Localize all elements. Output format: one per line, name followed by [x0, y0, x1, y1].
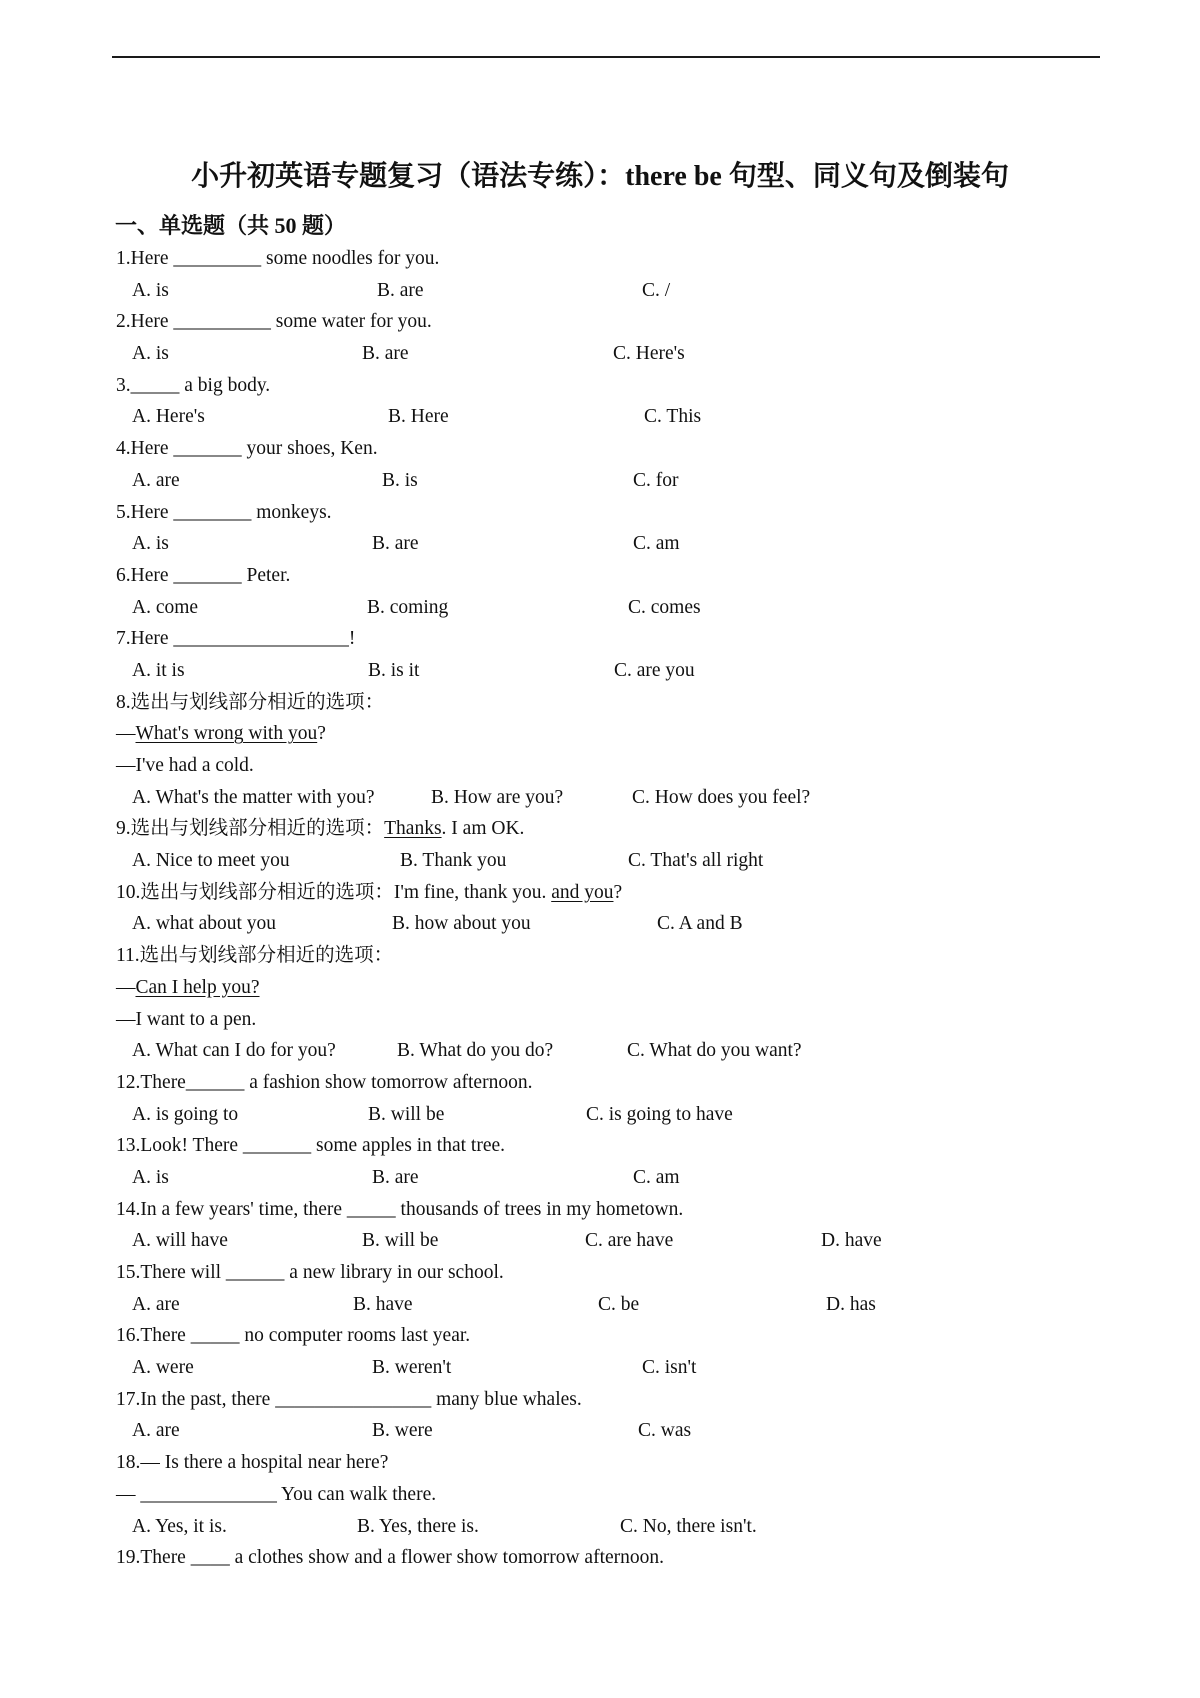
answer-option[interactable]: A. are	[132, 1293, 180, 1315]
answer-option[interactable]: B. is	[382, 469, 418, 491]
page-title: 小升初英语专题复习（语法专练）：there be 句型、同义句及倒装句	[191, 161, 1009, 192]
options-row	[116, 275, 1116, 307]
question-stem: 12.There______ a fashion show tomorrow afternoon.	[116, 1071, 533, 1093]
options-row	[116, 338, 1116, 370]
answer-option[interactable]: A. Yes, it is.	[132, 1515, 227, 1537]
answer-option[interactable]: B. weren't	[372, 1357, 452, 1379]
options-row	[116, 1035, 1116, 1067]
answer-option[interactable]: B. coming	[367, 596, 449, 618]
question-stem: 8.选出与划线部分相近的选项：	[116, 691, 385, 713]
answer-option[interactable]: C. be	[598, 1293, 640, 1315]
answer-option[interactable]: A. What's the matter with you?	[132, 786, 375, 808]
options-row	[116, 1352, 1116, 1384]
answer-option[interactable]: B. is it	[368, 659, 420, 681]
answer-option[interactable]: A. come	[132, 596, 199, 618]
answer-option[interactable]: C. Here's	[613, 343, 685, 365]
punct: ?	[317, 723, 326, 745]
stem-text: . I am OK.	[441, 818, 525, 840]
options-row	[116, 401, 1116, 433]
options-row	[116, 655, 1116, 687]
question-stem: 6.Here _______ Peter.	[116, 564, 291, 586]
answer-option[interactable]: C. What do you want?	[627, 1040, 802, 1062]
answer-option[interactable]: A. are	[132, 1420, 180, 1442]
question-stem: 11.选出与划线部分相近的选项：	[116, 945, 394, 967]
question-stem: 13.Look! There _______ some apples in that tree.	[116, 1135, 506, 1157]
answer-option[interactable]: C. am	[633, 1166, 680, 1188]
answer-option[interactable]: A. What can I do for you?	[132, 1040, 336, 1062]
answer-option[interactable]: A. is	[132, 533, 169, 555]
answer-option[interactable]: A. is going to	[132, 1103, 239, 1125]
answer-option[interactable]: B. are	[362, 343, 409, 365]
stem-text: 10.选出与划线部分相近的选项：I'm fine, thank you.	[116, 881, 552, 903]
answer-option[interactable]: A. what about you	[132, 913, 277, 935]
answer-option[interactable]: B. Thank you	[400, 850, 507, 872]
options-row	[116, 1162, 1116, 1194]
answer-option[interactable]: B. how about you	[392, 913, 531, 935]
answer-option[interactable]: C. are have	[585, 1230, 674, 1252]
options-row	[116, 1415, 1116, 1447]
question-stem: 18.— Is there a hospital near here?	[116, 1452, 389, 1474]
underlined-phrase: Thanks	[384, 818, 442, 840]
question-stem: 17.In the past, there ________________ many blue whales.	[116, 1388, 582, 1410]
answer-option[interactable]: B. How are you?	[431, 786, 564, 808]
options-row	[116, 528, 1116, 560]
question-stem: 14.In a few years' time, there _____ thousands of trees in my hometown.	[116, 1198, 684, 1220]
dash: —	[116, 976, 136, 998]
dialog-line: —I want to a pen.	[116, 1008, 257, 1030]
stem-text: 9.选出与划线部分相近的选项：	[116, 818, 385, 840]
question-stem: — ______________ You can walk there.	[116, 1483, 437, 1505]
answer-option[interactable]: D. has	[826, 1293, 876, 1315]
question-stem	[116, 813, 1116, 845]
answer-option[interactable]: C. No, there isn't.	[620, 1515, 757, 1537]
answer-option[interactable]: A. is	[132, 343, 169, 365]
question-stem: 5.Here ________ monkeys.	[116, 501, 332, 523]
question-stem: 2.Here __________ some water for you.	[116, 311, 432, 333]
answer-option[interactable]: A. are	[132, 469, 180, 491]
answer-option[interactable]: B. Here	[388, 406, 449, 428]
underlined-phrase: Can I help you?	[135, 976, 260, 998]
answer-option[interactable]: A. it is	[132, 659, 185, 681]
answer-option[interactable]: C. comes	[628, 596, 701, 618]
options-row	[116, 465, 1116, 497]
options-row	[116, 1289, 1116, 1321]
answer-option[interactable]: B. Yes, there is.	[357, 1515, 479, 1537]
answer-option[interactable]: A. will have	[132, 1230, 228, 1252]
answer-option[interactable]: C. was	[638, 1420, 692, 1442]
options-row	[116, 845, 1116, 877]
options-row	[116, 782, 1116, 814]
question-list	[116, 243, 1116, 1574]
answer-option[interactable]: B. are	[372, 533, 419, 555]
dash: —	[116, 723, 136, 745]
answer-option[interactable]: B. have	[353, 1293, 413, 1315]
answer-option[interactable]: A. Here's	[132, 406, 205, 428]
stem-text: ?	[613, 881, 623, 903]
options-row	[116, 1511, 1116, 1543]
answer-option[interactable]: A. were	[132, 1357, 194, 1379]
answer-option[interactable]: B. were	[372, 1420, 433, 1442]
options-row	[116, 908, 1116, 940]
underlined-phrase: and you	[551, 881, 614, 903]
answer-option[interactable]: C. How does you feel?	[632, 786, 811, 808]
header-rule	[112, 56, 1100, 58]
answer-option[interactable]: B. What do you do?	[397, 1040, 554, 1062]
question-stem: 1.Here _________ some noodles for you.	[116, 248, 440, 269]
answer-option[interactable]: A. is	[132, 1166, 169, 1188]
answer-option[interactable]: A. Nice to meet you	[132, 850, 290, 872]
options-row	[116, 592, 1116, 624]
answer-option[interactable]: A. is	[132, 279, 169, 301]
answer-option[interactable]: C. A and B	[657, 913, 743, 935]
dialog-line: —I've had a cold.	[116, 755, 254, 776]
question-stem: 19.There ____ a clothes show and a flower show tomorrow afternoon.	[116, 1547, 665, 1569]
question-stem: 4.Here _______ your shoes, Ken.	[116, 438, 378, 460]
question-stem: 15.There will ______ a new library in our school.	[116, 1262, 504, 1283]
answer-option[interactable]: C. am	[633, 533, 680, 555]
options-row	[116, 1099, 1116, 1131]
answer-option[interactable]: B. are	[377, 279, 424, 301]
answer-option[interactable]: C. That's all right	[628, 850, 764, 872]
answer-option[interactable]: B. are	[372, 1166, 419, 1188]
question-stem: 7.Here __________________!	[116, 628, 356, 650]
answer-option[interactable]: C. /	[642, 279, 671, 301]
answer-option[interactable]: C. are you	[614, 659, 695, 681]
answer-option[interactable]: B. will be	[362, 1230, 439, 1252]
answer-option[interactable]: C. isn't	[642, 1357, 697, 1379]
answer-option[interactable]: B. will be	[368, 1103, 445, 1125]
answer-option[interactable]: C. This	[644, 406, 702, 428]
answer-option[interactable]: D. have	[821, 1230, 882, 1252]
dialog-line	[116, 972, 1116, 1004]
question-stem	[116, 877, 1116, 909]
underlined-phrase: What's wrong with you	[135, 723, 318, 745]
dialog-line	[116, 718, 1116, 750]
question-stem: 3._____ a big body.	[116, 374, 271, 396]
question-stem: 16.There _____ no computer rooms last year.	[116, 1325, 471, 1347]
answer-option[interactable]: C. for	[633, 469, 679, 491]
options-row	[116, 1225, 1116, 1257]
answer-option[interactable]: C. is going to have	[586, 1103, 733, 1125]
section-heading: 一、单选题（共 50 题）	[115, 213, 347, 238]
